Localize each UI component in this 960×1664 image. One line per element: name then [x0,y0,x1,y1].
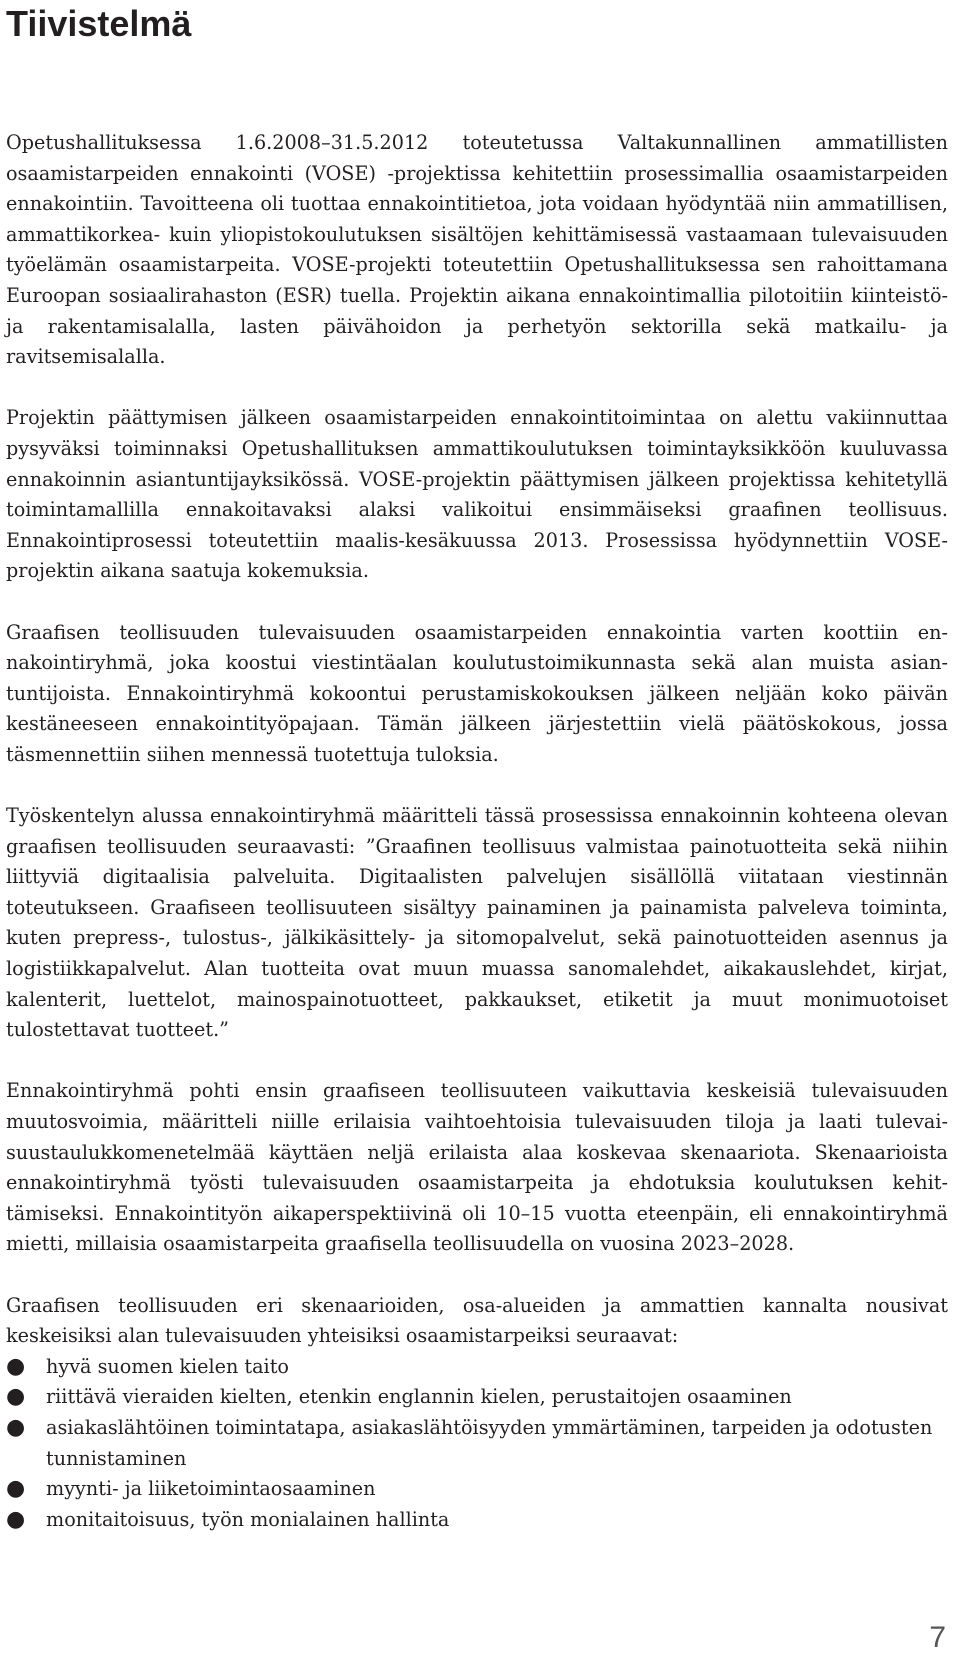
list-item-text: asiakaslähtöinen toimintatapa, asiakaslähtöisyyden ymmärtäminen, tarpeiden ja odotusten tunnistaminen [46,1415,933,1470]
bullet-icon: ● [6,1506,26,1532]
list-item [6,1382,948,1413]
list-item [6,1352,948,1383]
list-item [6,1413,948,1474]
paragraph-after-project: Projektin päättymisen jälkeen osaamistarpeiden ennakointitoimintaa on alettu vakiinnuttaa pysyväksi toiminnaksi Opetushallituksen ammattikoulutuksen toimintayksikköön kuuluvassa ennakoinnin asiantuntijayksikössä. VOSE-projektin päättymisen jälkeen projektissa kehitetyllä toimintamallilla ennakoitavaksi alaksi valikoitui ensimmäiseksi graafinen teollisuus. Ennakointiprosessi toteutettiin maalis-kesäkuussa 2013. Prosessissa hyödynnettiin VOSE-projektin aikana saatuja kokemuksia. [6,406,948,583]
paragraph-scenarios: Ennakointiryhmä pohti ensin graafiseen teollisuuteen vaikuttavia keskeisiä tulevaisuuden muutosvoimia, määritteli niille erilaisia vaihtoehtoisia tulevaisuuden tiloja ja laati tulevaisuustaulukkomenetelmää käyttäen neljä erilaista alaa koskevaa skenaariota. Skenaarioista ennakointiryhmä työsti tulevaisuuden osaamistarpeita ja ehdotuksia koulutuksen kehittämiseksi. Ennakointityön aikaperspektiivinä oli 10–15 vuotta eteenpäin, eli ennakointiryhmä mietti, millaisia osaamistarpeita graafisella teollisuudella on vuosina 2023–2028. [6,1079,948,1256]
list-intro: Graafisen teollisuuden eri skenaarioiden, osa-alueiden ja ammattien kannalta nousivat keskeisiksi alan tulevaisuuden yhteisiksi osaamistarpeiksi seuraavat: [6,1293,948,1348]
paragraph-foresight-group: Graafisen teollisuuden tulevaisuuden osaamistarpeiden ennakointia varten koottiin ennakointiryhmä, joka koostui viestintäalan koulutustoimikunnasta sekä alan muista asiantuntijoista. Ennakointiryhmä kokoontui perustamiskokouksen jälkeen neljään koko päivän kestäneeseen ennakointityöpajaan. Tämän jälkeen järjestettiin vielä päätöskokous, jossa täsmennettiin siihen mennessä tuotettuja tuloksia. [6,620,948,766]
list-item-text: riittävä vieraiden kielten, etenkin englannin kielen, perustaitojen osaaminen [46,1385,792,1409]
list-item-text: monitaitoisuus, työn monialainen hallinta [46,1507,450,1531]
list-item-text: myynti- ja liiketoimintaosaaminen [46,1477,376,1501]
list-item-text: hyvä suomen kielen taito [46,1354,289,1378]
page-title: Tiivistelmä [6,3,192,44]
competence-needs-list [6,1352,948,1536]
paragraph-industry-definition: Työskentelyn alussa ennakointiryhmä määritteli tässä prosessissa ennakoinnin kohteena olevan graafisen teollisuuden seuraavasti: ”Graafinen teollisuus valmistaa painotuotteita sekä niihin liittyviä digitaalisia palveluita. Digitaalisten palvelujen sisällöllä viitataan viestinnän toteutukseen. Graafiseen teollisuuteen sisältyy painaminen ja painamista palveleva toiminta, kuten prepress-, tulostus-, jälkikäsittely- ja sitomopalvelut, sekä painotuotteiden asennus ja logistiikkapalvelut. Alan tuotteita ovat muun muassa sanomalehdet, aikakauslehdet, kirjat, kalenterit, luettelot, mainospainotuotteet, pakkaukset, etiketit ja muut monimuotoiset tulostettavat tuotteet.” [6,804,948,1042]
bullet-icon: ● [6,1414,26,1440]
bullet-icon: ● [6,1353,26,1379]
bullet-icon: ● [6,1384,26,1410]
paragraph-project-overview: Opetushallituksessa 1.6.2008–31.5.2012 toteutetussa Valtakunnallinen ammatillisten osaamistarpeiden ennakointi (VOSE) -projektissa kehitettiin prosessimallia osaamistarpeiden ennakointiin. Tavoitteena oli tuottaa ennakointitietoa, jota voidaan hyödyntää niin ammatillisen, ammattikorkea- kuin yliopistokoulutuksen sisältöjen kehittämisessä vastaamaan tulevaisuuden työelämän osaamistarpeita. VOSE-projekti toteutettiin Opetushallituksessa sen rahoittamana Euroopan sosiaalirahaston (ESR) tuella. Projektin aikana ennakointimallia pilotoitiin kiinteistö- ja rakentamisalalla, lasten päivähoidon ja perhetyön sektorilla sekä matkailu- ja ravitsemisalalla. [6,131,948,369]
page-number: 7 [929,1621,946,1654]
bullet-icon: ● [6,1476,26,1502]
list-item [6,1474,948,1505]
list-item [6,1505,948,1536]
document-body [6,128,948,1535]
